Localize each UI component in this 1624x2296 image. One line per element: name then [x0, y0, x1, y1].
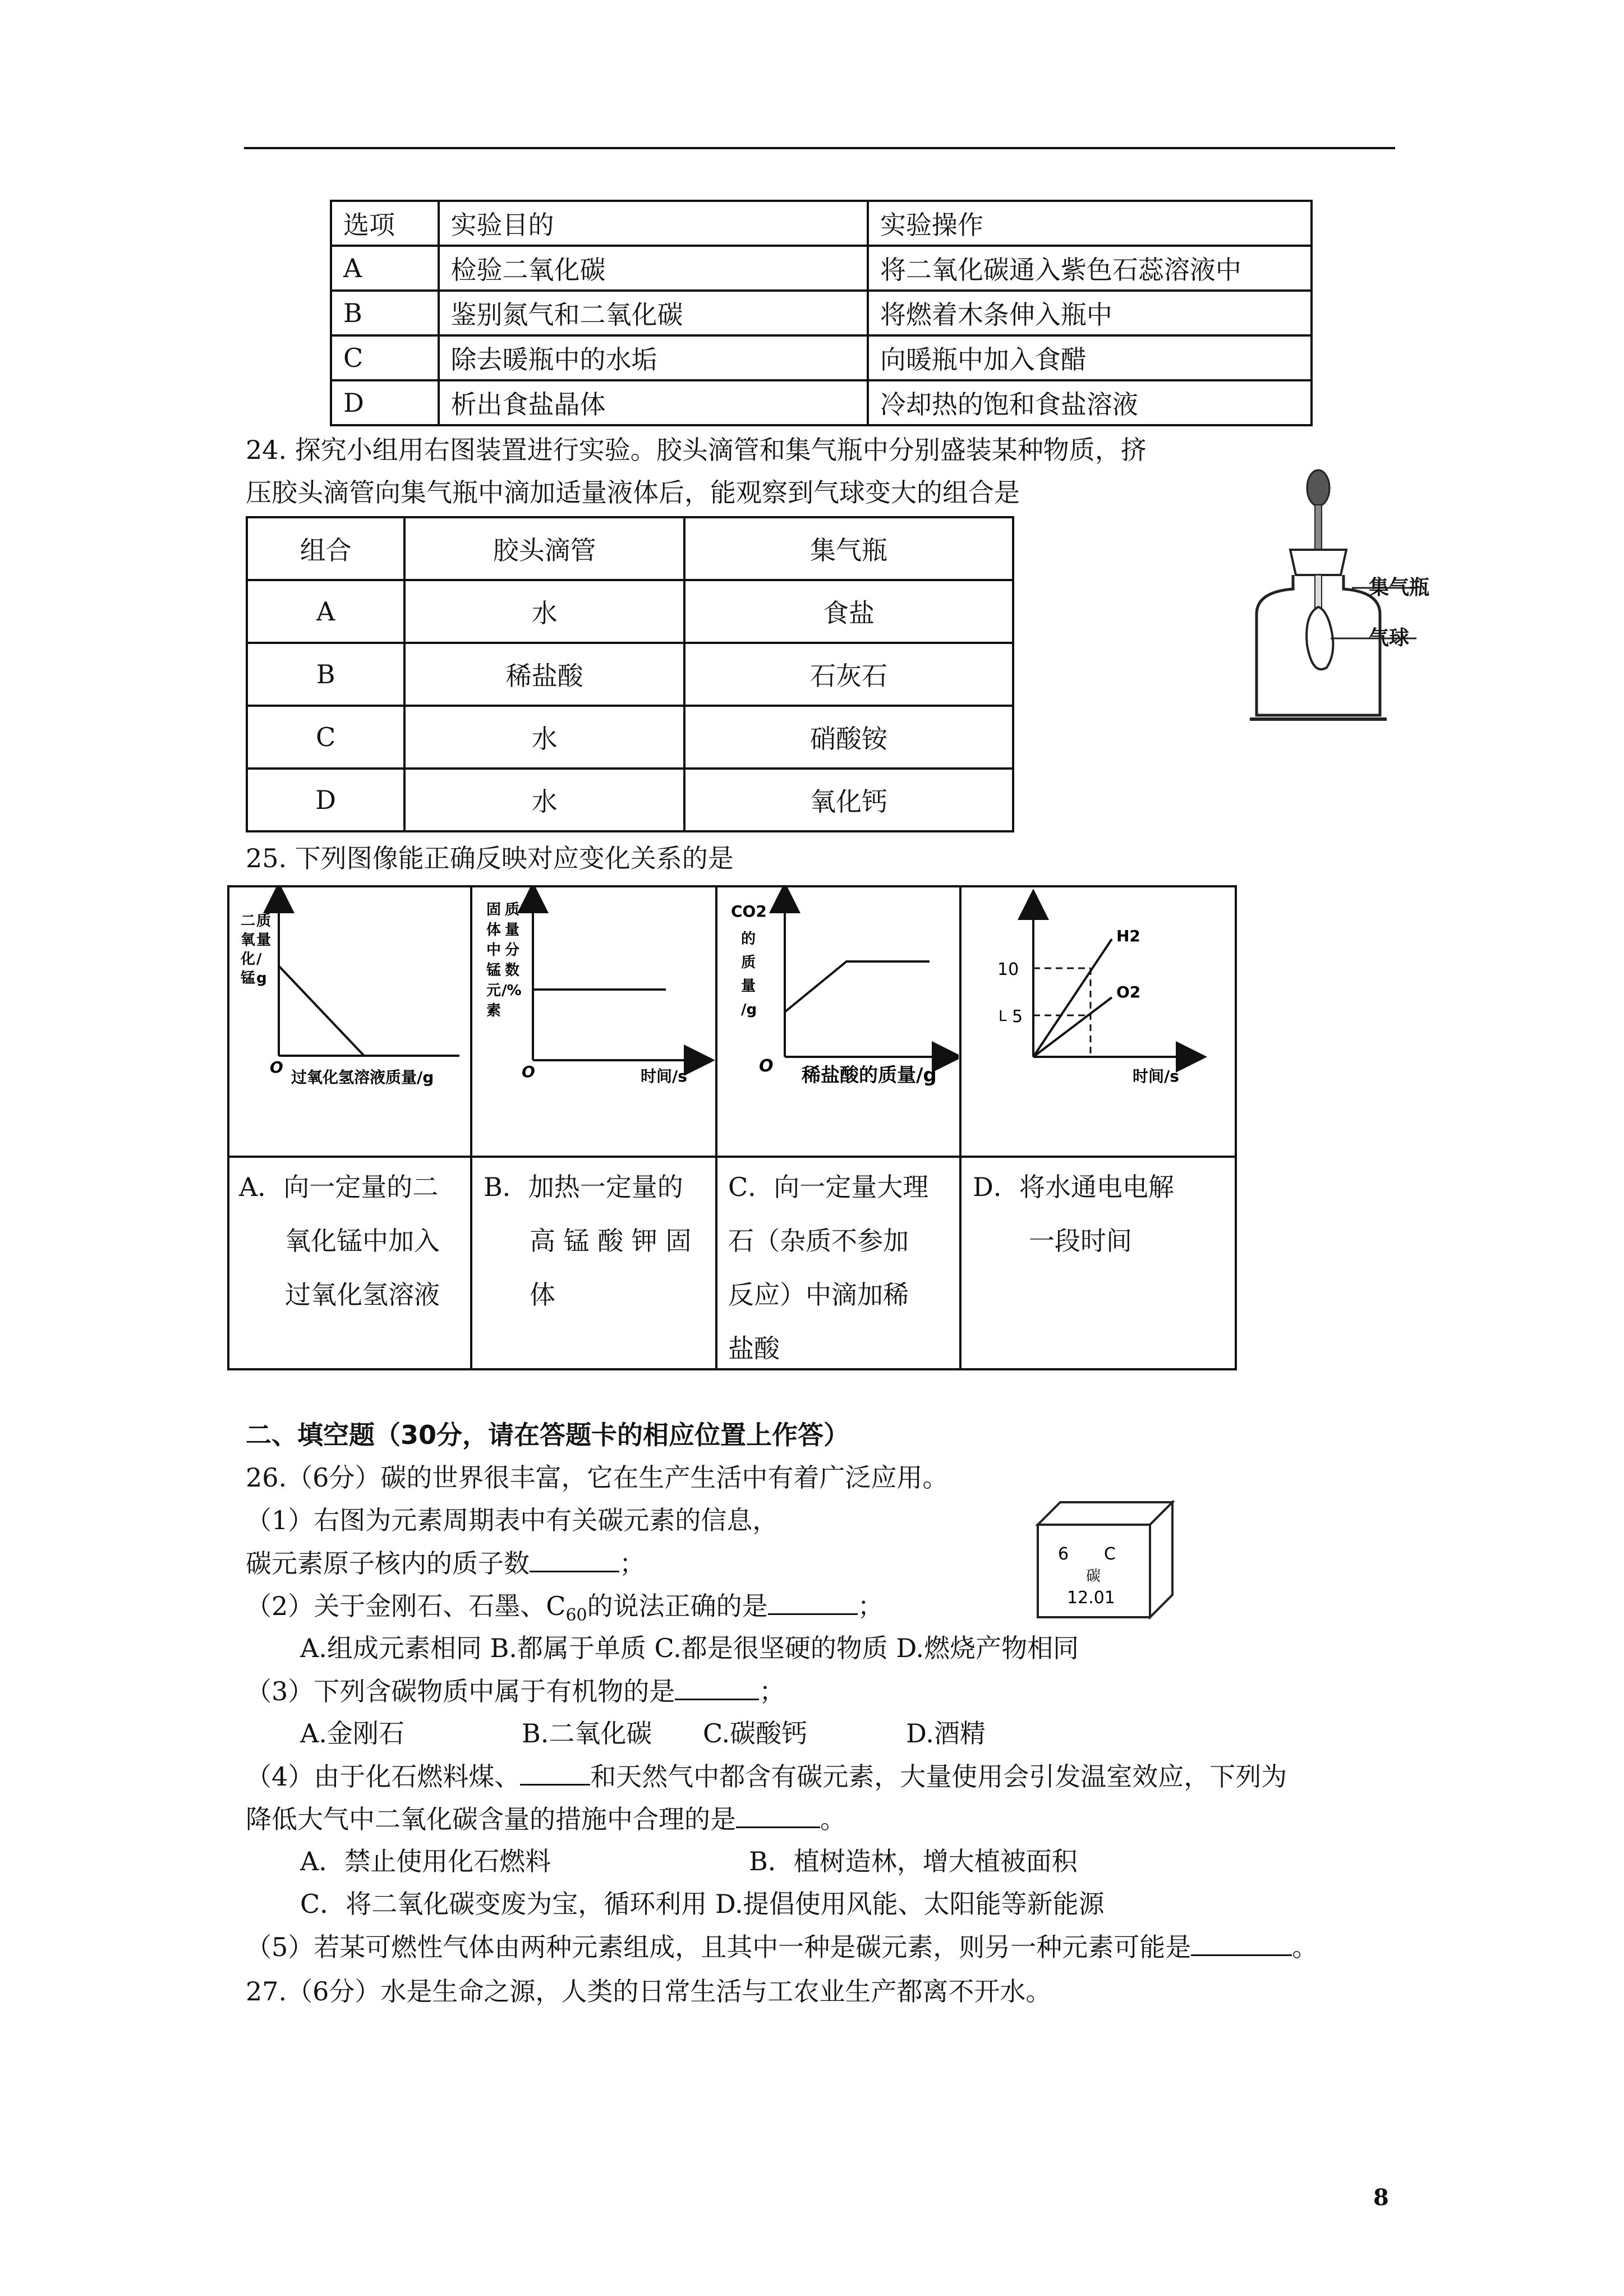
q26-p4b-text: 降低大气中二氧化碳含量的措施中合理的是: [246, 1804, 736, 1834]
graph-b: [472, 887, 715, 1154]
graph-b-ylabel-c1-2: 中: [486, 942, 502, 959]
table-row: [331, 380, 1312, 425]
q26-p2: [246, 1589, 884, 1632]
q26-p3-opt-b: B.二氧化碳: [522, 1718, 652, 1749]
graph-c-ylabel-2: 量: [741, 978, 756, 995]
table-cell: 水: [404, 580, 684, 643]
table-cell: 析出食盐晶体: [439, 380, 868, 425]
q25-divider-row: [227, 1156, 1237, 1158]
table-row: [247, 769, 1013, 831]
q25-option-c-line: 石（杂质不参加: [728, 1226, 909, 1256]
q25-option-b: [484, 1160, 692, 1322]
table-q24: [246, 516, 1014, 832]
q25-option-d-line: D．将水通电电解: [973, 1172, 1174, 1202]
graph-b-ylabel-c2-1: 量: [505, 922, 520, 938]
answer-blank-2[interactable]: [768, 1589, 858, 1615]
q26-p1b-text: 碳元素原子核内的质子数: [246, 1548, 530, 1579]
graph-c-ylabel-1: 质: [741, 954, 756, 971]
q26-p4-option-a: A．禁止使用化石燃料: [300, 1846, 551, 1876]
answer-blank-4[interactable]: [520, 1759, 590, 1786]
table-q23: [330, 200, 1313, 426]
q25-option-a: [239, 1160, 440, 1322]
carbon-element-box: [1032, 1497, 1178, 1625]
q26-p3-text: （3）下列含碳物质中属于有机物的是: [246, 1676, 675, 1706]
q26-p3: [246, 1674, 785, 1708]
table-header: 组合: [247, 517, 404, 580]
table-cell: 冷却热的饱和食盐溶液: [868, 380, 1312, 425]
q25-option-b-line: 体: [530, 1280, 555, 1310]
table-cell: B: [331, 291, 439, 335]
q25-option-c-line: 反应）中滴加稀: [728, 1280, 909, 1310]
table-cell: C: [247, 706, 404, 769]
graph-a-ylabel-c2-3: g: [256, 970, 267, 987]
q27-intro: 27.（6分）水是生命之源，人类的日常生活与工农业生产都离不开水。: [246, 1976, 1052, 2007]
q26-p3-options: [300, 1717, 986, 1750]
q26-p2-sub: 60: [565, 1605, 587, 1626]
table-cell: 除去暖瓶中的水垢: [439, 335, 868, 380]
table-cell: 水: [404, 706, 684, 769]
table-header: 实验目的: [439, 201, 868, 246]
q26-p4-option-b: B．植树造林，增大植被面积: [749, 1846, 1078, 1876]
graph-a-ylabel-c2-2: /: [256, 951, 262, 968]
q26-p5: [246, 1930, 1318, 1964]
q26-p4a: [246, 1759, 1287, 1793]
element-symbol: C: [1104, 1544, 1116, 1564]
q25-option-c-line: C．向一定量大理: [728, 1172, 929, 1202]
graph-a-origin: O: [270, 1058, 283, 1076]
q26-p1b: [246, 1546, 645, 1580]
graph-c-ylabel-top: CO2: [731, 902, 767, 921]
graph-a-ylabel-c1-3: 锰: [241, 970, 256, 987]
answer-blank-6[interactable]: [1191, 1930, 1292, 1956]
graph-d-xlabel: 时间/s: [1133, 1067, 1179, 1085]
table-cell: 将二氧化碳通入紫色石蕊溶液中: [868, 246, 1312, 291]
graph-a-xlabel: 过氧化氢溶液质量/g: [291, 1068, 434, 1087]
graph-a-ylabel-c2-0: 质: [256, 913, 272, 930]
graph-b-ylabel-c1-1: 体: [486, 922, 502, 938]
graph-c-origin: O: [759, 1056, 774, 1076]
table-cell: 氧化钙: [684, 769, 1013, 831]
table-row: [247, 517, 1013, 580]
q26-p2-post: 的说法正确的是: [587, 1591, 768, 1621]
table-cell: D: [247, 769, 404, 831]
q26-p2-pre: （2）关于金刚石、石墨、C: [246, 1591, 566, 1621]
table-cell: 将燃着木条伸入瓶中: [868, 291, 1312, 335]
q26-p3-opt-d: D.酒精: [906, 1718, 986, 1749]
graph-b-ylabel-c1-4: 元: [486, 982, 502, 999]
q26-intro: 26.（6分）碳的世界很丰富，它在生产生活中有着广泛应用。: [246, 1462, 949, 1493]
graph-a-ylabel-c1-1: 氧: [241, 932, 256, 949]
q26-p3-end: ；: [759, 1676, 785, 1706]
graph-c-ylabel-0: 的: [741, 931, 756, 947]
graph-c: [717, 887, 959, 1154]
q25-option-a-line: 过氧化氢溶液: [285, 1280, 440, 1310]
q26-p2-options: A.组成元素相同 B.都属于单质 C.都是很坚硬的物质 D.燃烧产物相同: [300, 1633, 1079, 1663]
table-cell: A: [331, 246, 439, 291]
header-rule: [244, 147, 1395, 149]
element-number: 6: [1058, 1544, 1069, 1564]
table-row: [247, 706, 1013, 769]
q26-p1b-end: ；: [619, 1548, 645, 1579]
q25-option-d: [973, 1160, 1174, 1268]
graph-a-ylabel-c2-1: 量: [256, 932, 272, 949]
q24-stem-line2: 压胶头滴管向集气瓶中滴加适量液体后，能观察到气球变大的组合是: [246, 477, 1020, 508]
table-header: 选项: [331, 201, 439, 246]
q26-p3-opt-c: C.碳酸钙: [703, 1718, 808, 1749]
q26-p4a-post: 和天然气中都含有碳元素，大量使用会引发温室效应，下列为: [590, 1761, 1287, 1792]
graph-a-ylabel-c1-2: 化: [241, 951, 256, 968]
table-cell: 鉴别氮气和二氧化碳: [439, 291, 868, 335]
table-row: [331, 246, 1312, 291]
table-cell: D: [331, 380, 439, 425]
graph-d-tick-10: 10: [997, 960, 1019, 979]
table-cell: 食盐: [684, 580, 1013, 643]
graph-b-xlabel: 时间/s: [641, 1067, 687, 1085]
table-row: [331, 201, 1312, 246]
graph-d-series-o2: O2: [1116, 983, 1141, 1001]
q26-p4b-end: 。: [820, 1804, 846, 1834]
table-header: 胶头滴管: [404, 517, 684, 580]
graph-c-ylabel-3: /g: [741, 1001, 757, 1018]
label-balloon: 气球: [1369, 627, 1410, 650]
table-cell: 稀盐酸: [404, 643, 684, 706]
element-name: 碳: [1086, 1568, 1101, 1585]
q24-stem-line1: 24. 探究小组用右图装置进行实验。胶头滴管和集气瓶中分别盛装某种物质，挤: [246, 435, 1147, 465]
graph-c-xlabel: 稀盐酸的质量/g: [802, 1064, 937, 1087]
gas-bottle-figure: [1245, 460, 1481, 740]
graph-b-ylabel-c1-0: 固: [486, 901, 502, 918]
q26-p4b: [246, 1802, 846, 1836]
graph-a: [229, 887, 470, 1154]
table-header: 实验操作: [868, 201, 1312, 246]
table-cell: B: [247, 643, 404, 706]
answer-blank-5[interactable]: [736, 1802, 820, 1828]
q25-option-a-line: A．向一定量的二: [239, 1172, 439, 1202]
q26-p4a-pre: （4）由于化石燃料煤、: [246, 1761, 521, 1792]
q25-stem: 25. 下列图像能正确反映对应变化关系的是: [246, 843, 734, 873]
table-cell: 硝酸铵: [684, 706, 1013, 769]
answer-blank-3[interactable]: [675, 1674, 759, 1700]
graph-a-ylabel-c1-0: 二: [241, 913, 256, 930]
label-gas-bottle: 集气瓶: [1369, 576, 1430, 599]
table-cell: 向暖瓶中加入食醋: [868, 335, 1312, 380]
graph-b-ylabel-c2-4: /%: [502, 982, 522, 999]
graph-b-ylabel-c1-5: 素: [486, 1002, 502, 1019]
graph-d-series-h2: H2: [1116, 927, 1140, 945]
q26-p1a: （1）右图为元素周期表中有关碳元素的信息，: [246, 1505, 779, 1535]
q25-option-c-line: 盐酸: [728, 1333, 780, 1364]
table-cell: 检验二氧化碳: [439, 246, 868, 291]
table-cell: C: [331, 335, 439, 380]
graph-d-tick-5: 5: [1012, 1007, 1023, 1027]
table-cell: 水: [404, 769, 684, 831]
q25-option-d-line: 一段时间: [1029, 1226, 1132, 1256]
q26-p2-end: ；: [857, 1591, 884, 1621]
table-row: [331, 335, 1312, 380]
q25-option-b-line: B．加热一定量的: [484, 1172, 683, 1202]
q26-p5-end: 。: [1292, 1932, 1318, 1962]
graph-d-ylabel-fragment: L: [999, 1008, 1007, 1025]
graph-b-ylabel-c2-0: 质: [505, 901, 520, 918]
q25-option-b-line: 高 锰 酸 钾 固: [530, 1226, 692, 1256]
graph-b-origin: O: [522, 1062, 535, 1081]
table-row: [247, 643, 1013, 706]
graph-d: [961, 887, 1235, 1154]
q25-option-a-line: 氧化锰中加入: [285, 1226, 440, 1256]
table-row: [331, 291, 1312, 335]
table-cell: A: [247, 580, 404, 643]
q26-p3-opt-a: A.金刚石: [300, 1718, 404, 1749]
answer-blank-1[interactable]: [530, 1546, 619, 1572]
graph-b-ylabel-c2-3: 数: [505, 962, 520, 979]
table-row: [247, 580, 1013, 643]
q26-p4-option-cd: C．将二氧化碳变废为宝，循环利用 D.提倡使用风能、太阳能等新能源: [300, 1889, 1105, 1919]
page-number: 8: [1373, 2184, 1389, 2211]
graph-b-ylabel-c2-2: 分: [505, 942, 520, 959]
element-mass: 12.01: [1067, 1588, 1115, 1608]
section-2-title: 二、填空题（30分，请在答题卡的相应位置上作答）: [246, 1420, 850, 1450]
table-header: 集气瓶: [684, 517, 1013, 580]
table-cell: 石灰石: [684, 643, 1013, 706]
q26-p5-text: （5）若某可燃性气体由两种元素组成，且其中一种是碳元素，则另一种元素可能是: [246, 1932, 1191, 1962]
graph-b-ylabel-c1-3: 锰: [486, 962, 502, 979]
q25-option-c: [728, 1160, 928, 1375]
